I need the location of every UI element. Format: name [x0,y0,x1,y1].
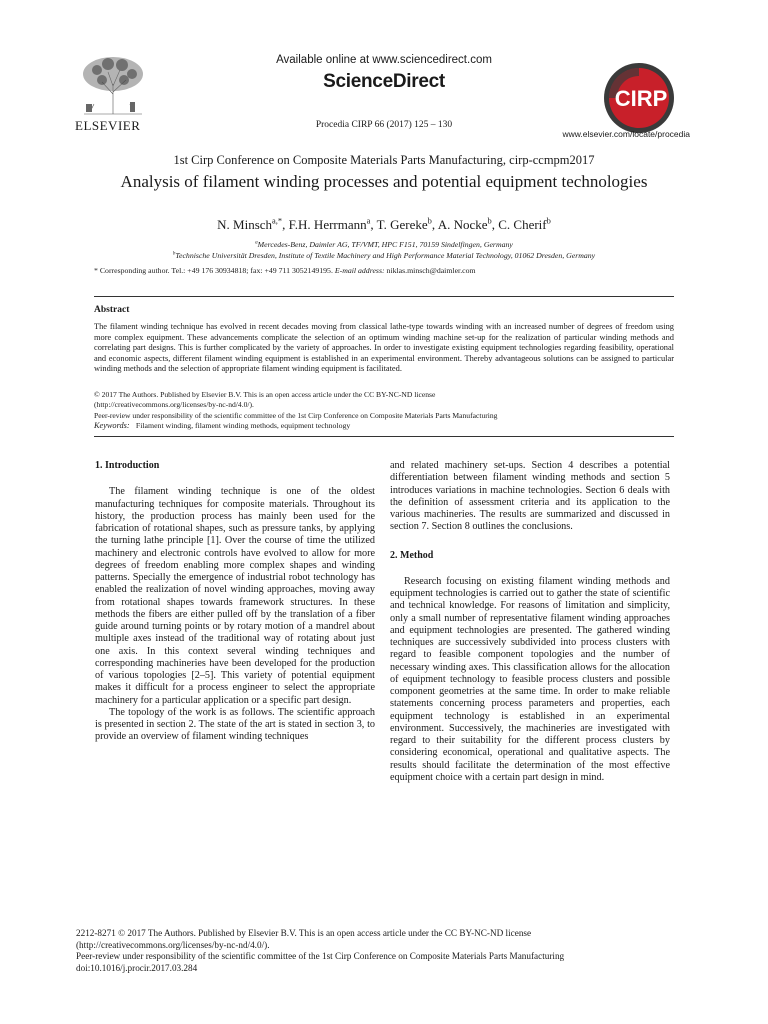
affiliation-text: Technische Universität Dresden, Institute of Textile Machinery and High Performance Material Technology, 01062 Dresden, Germany [175,251,596,260]
section-heading-introduction: 1. Introduction [95,460,160,471]
left-column [95,460,375,744]
method-paragraph-1: Research focusing on existing filament winding methods and equipment technologies is carried out to gather the state of scientific and technical knowledge. For reasons of limitation and simplicity, only a small number of representative filament winding approaches and equipment technologies are presented. The gathered winding techniques are successively subdivided into process clusters with regard to feasible component topologies and the number of necessary winding axes. This classification allows for the allocation of equipment technology to feasible process clusters and possible component geometries at the same time. In order to make reliable statements concerning process parameters and properties, each equipment technology is established in an experimental environment. Successively, the machineries are investigated with regard to their suitability for the different process clusters by considering economical, operational and qualitative aspects. The results should facilitate the determination of the most effective equipment choice with a certain part design in mind. [390,575,670,783]
author-name: F.H. Herrmann [288,217,367,232]
email-address[interactable]: niklas.minsch@daimler.com [386,266,476,275]
author-name: T. Gereke [376,217,428,232]
intro-paragraph-1: The filament winding technique is one of the oldest manufacturing techniques for composite materials. Throughout its history, the production process has mainly been used for the fabrication of rotational shapes, such as pressure tanks, by applying the turning lathe principle [1]. Over the course of time the utilized machinery and electronic controls have evolved to allow for more degrees of freedom enabling more complex shapes and winding patterns. Specially the emergence of industrial robot technology has enabled the realization of novel winding approaches, moving away from rotational shapes towards framework structures. In these methods the fibers are either pulled off by the translation of a fiber guide around turning points or by rotary motion of a mandrel about multiple axes instead of the traditional way of rotating about just one axis. In this context several winding techniques and corresponding machineries have been developed for the production of various topologies [2–5]. This variety of potential equipment makes it difficult for a process engineer to select the appropriate machinery for a particular application or a specific part design. [95,486,375,706]
footer [76,928,676,974]
abstract-license-url[interactable]: (http://creativecommons.org/licenses/by-nc-nd/4.0/). [94,400,254,409]
footer-issn-copyright: 2212-8271 © 2017 The Authors. Published by Elsevier B.V. This is an open access article under the CC BY-NC-ND license [76,928,532,938]
footer-license-url[interactable]: (http://creativecommons.org/licenses/by-nc-nd/4.0/). [76,939,270,950]
affiliation-b [0,251,768,260]
author-affil: b [546,215,551,226]
author-affil: a,* [272,215,283,226]
keywords-label: Keywords: [94,421,130,430]
author-affil: b [487,215,492,226]
cirp-logo [603,62,675,134]
email-label: E-mail address: [334,266,385,275]
journal-url[interactable]: www.elsevier.com/locate/procedia [562,129,690,139]
corresponding-author [94,266,476,275]
cirp-logo-text: CIRP [614,86,668,111]
sciencedirect-brand: ScienceDirect [323,71,445,92]
abstract-copyright: © 2017 The Authors. Published by Elsevier B.V. This is an open access article under the CC BY-NC-ND license [94,390,436,399]
author-name: N. Minsch [217,217,273,232]
abstract-top-rule [94,296,674,297]
abstract-bottom-rule [94,436,674,437]
intro-paragraph-2: The topology of the work is as follows. The scientific approach is presented in section 2. The state of the art is stated in section 3, to provide an overview of filament winding techniques [95,706,375,743]
author-affil: b [427,215,432,226]
journal-reference: Procedia CIRP 66 (2017) 125 – 130 [315,120,453,130]
author-list: N. Minsch$^{a,*}$, F.H. Herrmann$^a$, T. Gereke$^b$, A. Nocke$^b$, C. Cherif$^b$ [217,215,551,232]
author-affil: a [366,215,371,226]
available-online: Available online at www.sciencedirect.com [276,54,492,66]
right-paragraph-1: and related machinery set-ups. Section 4 describes a potential differentiation between filament winding methods and section 5 introduces variations in machine technologies. Section 6 deals with the definition of assessment criteria and its application to the various machineries. The results are summarized and discussed in section 7. Section 8 outlines the conclusions. [390,460,670,533]
abstract-text: The filament winding technique has evolved in recent decades moving from classical lathe-type towards winding with an increased number of degrees of freedom using more complex equipment. These advancements complicate the selection of an optimum winding machine set-up for the realization of particular winding methods and correlating part designs. This is further complicated by the variety of approaches. In order to investigate existing equipment technologies regarding feasibility, operational and economic aspects, different filament winding equipment is established in an experimental environment. Thereby advantageous solutions can be assigned to particular winding methods and the selection of appropriate filament winding equipment is facilitated. [94,322,674,374]
footer-peer-review: Peer-review under responsibility of the scientific committee of the 1st Cirp Conference on Composite Materials Parts Manufacturing [76,951,565,962]
footer-doi[interactable]: doi:10.1016/j.procir.2017.03.284 [76,962,198,973]
affiliation-text: Mercedes-Benz, Daimler AG, TF/VMT, HPC F151, 70159 Sindelfingen, Germany [257,240,513,249]
publisher-name: ELSEVIER [75,118,141,133]
affiliation-mark: a [255,239,258,246]
abstract-heading: Abstract [94,305,130,315]
affiliation-mark: b [172,250,176,257]
author-name: C. Cherif [498,217,547,232]
corresponding-details: * Corresponding author. Tel.: +49 176 30934818; fax: +49 711 3052149195. [94,266,333,275]
abstract-peer-review: Peer-review under responsibility of the scientific committee of the 1st Cirp Conference on Composite Materials Parts Manufacturing [94,411,498,420]
author-name: A. Nocke [437,217,488,232]
keywords [94,421,350,430]
right-column [390,460,670,784]
keywords-list: Filament winding, filament winding methods, equipment technology [135,421,351,430]
conference-name: 1st Cirp Conference on Composite Materials Parts Manufacturing, cirp-ccmpm2017 [173,153,595,167]
section-heading-method: 2. Method [390,549,434,561]
paper-title: Analysis of filament winding processes and potential equipment technologies [120,172,648,191]
affiliation-a [0,240,768,249]
